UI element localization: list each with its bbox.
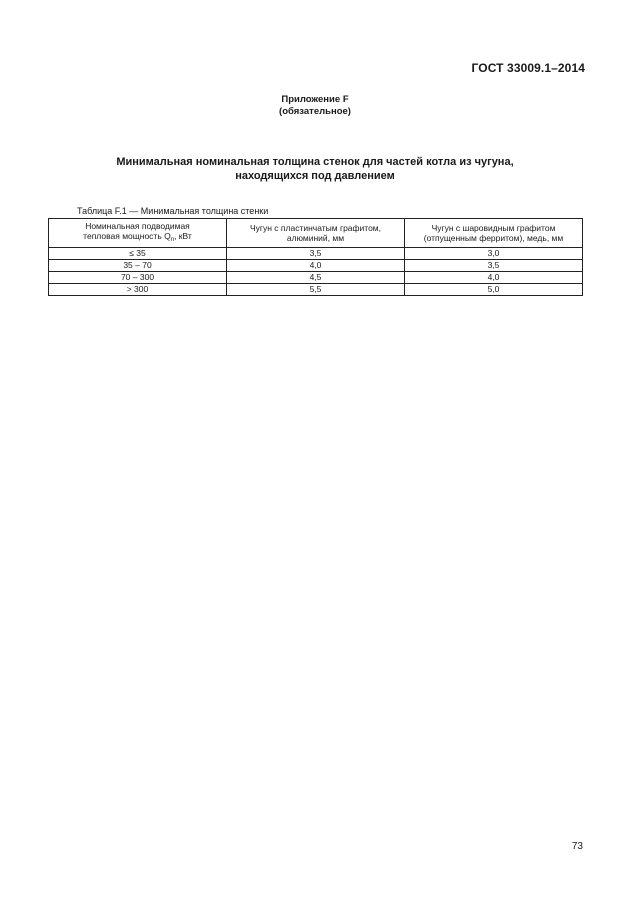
header-power-subscript: n <box>170 237 175 243</box>
table-row <box>49 260 583 272</box>
header-spheroidal-line-1: Чугун с шаровидным графитом <box>431 223 556 233</box>
section-title-line-2: находящихся под давлением <box>235 170 395 182</box>
table-row <box>49 248 583 260</box>
appendix-title: Приложение F <box>281 94 349 105</box>
cell-lamellar: 5,5 <box>227 284 405 296</box>
cell-power: 35 – 70 <box>49 260 227 272</box>
appendix-header <box>0 94 630 118</box>
header-power-line-2 <box>49 231 226 245</box>
header-lamellar-line-1: Чугун с пластинчатым графитом, <box>249 223 381 233</box>
section-title-line-1: Минимальная номинальная толщина стенок для частей котла из чугуна, <box>116 156 514 168</box>
table-header-row <box>49 219 583 248</box>
cell-lamellar: 4,5 <box>227 272 405 284</box>
header-power-prefix: тепловая мощность Q <box>83 231 171 241</box>
standard-code: ГОСТ 33009.1–2014 <box>471 61 585 75</box>
cell-power: > 300 <box>49 284 227 296</box>
table-row <box>49 284 583 296</box>
page-number: 73 <box>571 841 583 852</box>
header-spheroidal-iron <box>405 219 583 248</box>
header-lamellar-line-2: алюминий, мм <box>286 233 345 243</box>
header-power-line-1: Номинальная подводимая <box>85 221 190 231</box>
table-row <box>49 272 583 284</box>
cell-spheroidal: 5,0 <box>405 284 583 296</box>
cell-power: ≤ 35 <box>49 248 227 260</box>
header-spheroidal-line-2: (отпущенным ферритом), медь, мм <box>423 233 564 243</box>
cell-spheroidal: 3,0 <box>405 248 583 260</box>
cell-spheroidal: 4,0 <box>405 272 583 284</box>
cell-spheroidal: 3,5 <box>405 260 583 272</box>
header-lamellar-iron <box>227 219 405 248</box>
section-title <box>0 155 630 183</box>
wall-thickness-table <box>48 218 583 296</box>
cell-lamellar: 4,0 <box>227 260 405 272</box>
cell-power: 70 – 300 <box>49 272 227 284</box>
header-power <box>49 219 227 248</box>
table-caption: Таблица F.1 — Минимальная толщина стенки <box>77 206 269 216</box>
cell-lamellar: 3,5 <box>227 248 405 260</box>
appendix-status: (обязательное) <box>279 106 351 117</box>
header-power-suffix: , кВт <box>174 231 192 241</box>
